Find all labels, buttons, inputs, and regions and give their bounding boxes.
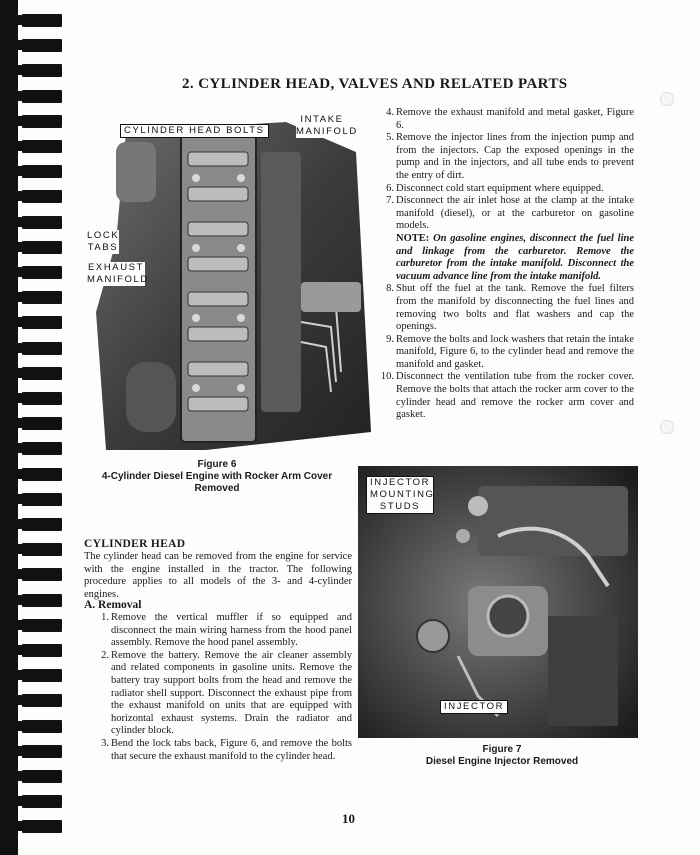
callout-cylinder-head-bolts: CYLINDER HEAD BOLTS — [120, 124, 269, 138]
binding-slot — [22, 442, 62, 455]
binding-tab — [18, 40, 28, 50]
callout-intake-manifold — [296, 114, 358, 138]
binding-slot — [22, 417, 62, 430]
binding-tab — [18, 443, 28, 453]
step-number: 4. — [386, 107, 394, 118]
step-number: 6. — [386, 182, 394, 194]
binding-slot — [22, 64, 62, 77]
binding-slot — [22, 190, 62, 203]
procedure-step — [382, 334, 634, 372]
step-text: Shut off the fuel at the tank. Remove the fuel filters from the manifold by disconnecting the fuel lines and removing two bolts and flat washers and cap the openings. — [396, 283, 634, 333]
cylinder-head-heading: CYLINDER HEAD — [84, 538, 186, 550]
procedure-step — [100, 612, 352, 650]
caption-line: 4-Cylinder Diesel Engine with Rocker Arm Cover — [101, 471, 333, 482]
caption-line: Figure 6 — [197, 459, 237, 470]
step-text: Remove the vertical muffler if so equipped and disconnect the main wiring harness from the hood panel assembly. Remove the hood panel assembly. — [111, 612, 352, 649]
binding-tab — [18, 343, 28, 353]
step-number: 1. — [101, 612, 109, 623]
binding-slot — [22, 392, 62, 405]
procedure-step — [382, 195, 634, 233]
binding-slot — [22, 165, 62, 178]
binding-slot — [22, 266, 62, 279]
binding-slot — [22, 291, 62, 304]
binding-tab — [18, 15, 28, 25]
binding-tab — [18, 242, 28, 252]
step-number: 7. — [386, 195, 394, 207]
binding-tab — [18, 494, 28, 504]
callout-exhaust-manifold — [87, 262, 149, 286]
binding-slot — [22, 14, 62, 27]
callout-text: LOCK — [87, 230, 120, 241]
procedure-step — [382, 107, 634, 132]
caption-line: Diesel Engine Injector Removed — [425, 756, 579, 767]
binding-slot — [22, 140, 62, 153]
removal-heading: A. Removal — [84, 599, 142, 611]
procedure-step — [100, 738, 352, 763]
step-text: Remove the bolts and lock washers that retain the intake manifold, Figure 6, to the cylinder head and remove the manifold and gasket. — [396, 333, 634, 370]
binding-slot — [22, 241, 62, 254]
binding-edge — [0, 0, 18, 855]
callout-text: STUDS — [379, 501, 421, 512]
binding-tab — [18, 393, 28, 403]
step-number: 5. — [386, 132, 394, 144]
step-text: Bend the lock tabs back, Figure 6, and remove the bolts that secure the exhaust manifold to the cylinder head. — [111, 737, 352, 762]
punch-hole — [660, 92, 674, 106]
binding-tab — [18, 721, 28, 731]
binding-tab — [18, 91, 28, 101]
binding-tab — [18, 746, 28, 756]
callout-text: MANIFOLD — [87, 274, 149, 285]
step-number: 9. — [386, 333, 394, 345]
binding-tab — [18, 292, 28, 302]
callout-text: EXHAUST — [87, 262, 145, 273]
binding-slot — [22, 745, 62, 758]
binding-slot — [22, 720, 62, 733]
binding-tab — [18, 191, 28, 201]
cylinder-head-paragraph: The cylinder head can be removed from the engine for service with the engine installed in the tractor. The following procedure applies to all models of the 3- and 4-cylinder engines. — [84, 551, 352, 600]
binding-slot — [22, 493, 62, 506]
step-text: Disconnect the air inlet hose at the clamp at the intake manifold (diesel), or at the carburetor on gasoline models. — [396, 195, 634, 232]
binding-tab — [18, 317, 28, 327]
callout-injector-mounting-studs — [366, 476, 434, 514]
binding-slot — [22, 316, 62, 329]
binding-tab — [18, 65, 28, 75]
binding-tab — [18, 141, 28, 151]
binding-slot — [22, 594, 62, 607]
binding-tab — [18, 166, 28, 176]
binding-tab — [18, 469, 28, 479]
callout-text: INJECTOR — [370, 477, 431, 488]
binding-tab — [18, 670, 28, 680]
step-number: 2. — [101, 649, 109, 661]
binding-tab — [18, 418, 28, 428]
callout-text: INTAKE — [300, 114, 344, 125]
binding-slot — [22, 669, 62, 682]
step-text: Disconnect cold start equipment where equipped. — [396, 182, 604, 194]
binding-slot — [22, 795, 62, 808]
binding-slot — [22, 90, 62, 103]
figure-7-caption — [402, 744, 602, 768]
binding-slot — [22, 770, 62, 783]
binding-tab — [18, 645, 28, 655]
binding-slot — [22, 468, 62, 481]
binding-slot — [22, 367, 62, 380]
binding-tab — [18, 116, 28, 126]
caption-line: Figure 7 — [482, 744, 522, 755]
steps-right-column — [382, 107, 634, 422]
callout-text: TABS — [87, 242, 119, 253]
callout-text: MOUNTING — [370, 489, 435, 500]
binding-slot — [22, 568, 62, 581]
binding-tab — [18, 267, 28, 277]
binding-slot — [22, 543, 62, 556]
binding-slot — [22, 644, 62, 657]
step-text: Remove the battery. Remove the air cleaner assembly and related components in gasoline units. Remove the battery tray support bolts from the head and remove the radiator shell support. Disconnect the exhaust pipe from the exhaust manifold on units that are equipped with horizontal exhaust systems. Drain the radiator and cylinder block. — [111, 649, 352, 737]
figure-6-caption — [92, 459, 342, 495]
binding-tab — [18, 544, 28, 554]
binding-tab — [18, 569, 28, 579]
note-text: On gasoline engines, disconnect the fuel line and linkage from the carburetor. Remove the carburetor from the intake manifold. Disconnect the vacuum advance line from the intake manifold. — [396, 232, 635, 282]
binding-tab — [18, 620, 28, 630]
procedure-step — [382, 132, 634, 182]
binding-tab — [18, 217, 28, 227]
step-number: 3. — [101, 737, 109, 749]
binding-slot — [22, 820, 62, 833]
page-number: 10 — [342, 811, 355, 826]
step-number: 8. — [386, 283, 394, 295]
gasoline-note — [382, 233, 634, 283]
binding-tab — [18, 695, 28, 705]
procedure-step — [100, 650, 352, 738]
binding-slot — [22, 115, 62, 128]
binding-slot — [22, 518, 62, 531]
page-title: 2. CYLINDER HEAD, VALVES AND RELATED PARTS — [182, 76, 568, 92]
binding-slot — [22, 216, 62, 229]
binding-tab — [18, 519, 28, 529]
procedure-step — [382, 183, 634, 196]
punch-hole — [660, 420, 674, 434]
caption-line: Removed — [194, 483, 240, 494]
step-number: 10. — [380, 371, 394, 383]
callout-lock-tabs — [87, 230, 119, 254]
binding-tab — [18, 771, 28, 781]
binding-tab — [18, 821, 28, 831]
procedure-step — [382, 283, 634, 333]
binding-tab — [18, 368, 28, 378]
binding-slot — [22, 694, 62, 707]
callout-injector: INJECTOR — [440, 700, 508, 714]
binding-slot — [22, 39, 62, 52]
step-text: Remove the injector lines from the injection pump and from the injectors. Cap the exposed openings in the pump and in the injectors, and all tube ends to prevent the entry of dirt. — [396, 132, 634, 181]
binding-tab — [18, 796, 28, 806]
procedure-step — [382, 371, 634, 421]
binding-tab — [18, 595, 28, 605]
step-text: Remove the exhaust manifold and metal gasket, Figure 6. — [396, 107, 634, 131]
note-label: NOTE: — [396, 232, 430, 244]
binding-slot — [22, 619, 62, 632]
callout-text: MANIFOLD — [296, 126, 358, 137]
spiral-binding — [0, 0, 70, 855]
removal-steps — [100, 612, 352, 763]
step-text: Disconnect the ventilation tube from the rocker cover. Remove the bolts that attach the rocker arm cover to the cylinder head and remove the rocker arm cover and gasket. — [396, 371, 634, 421]
binding-slot — [22, 342, 62, 355]
